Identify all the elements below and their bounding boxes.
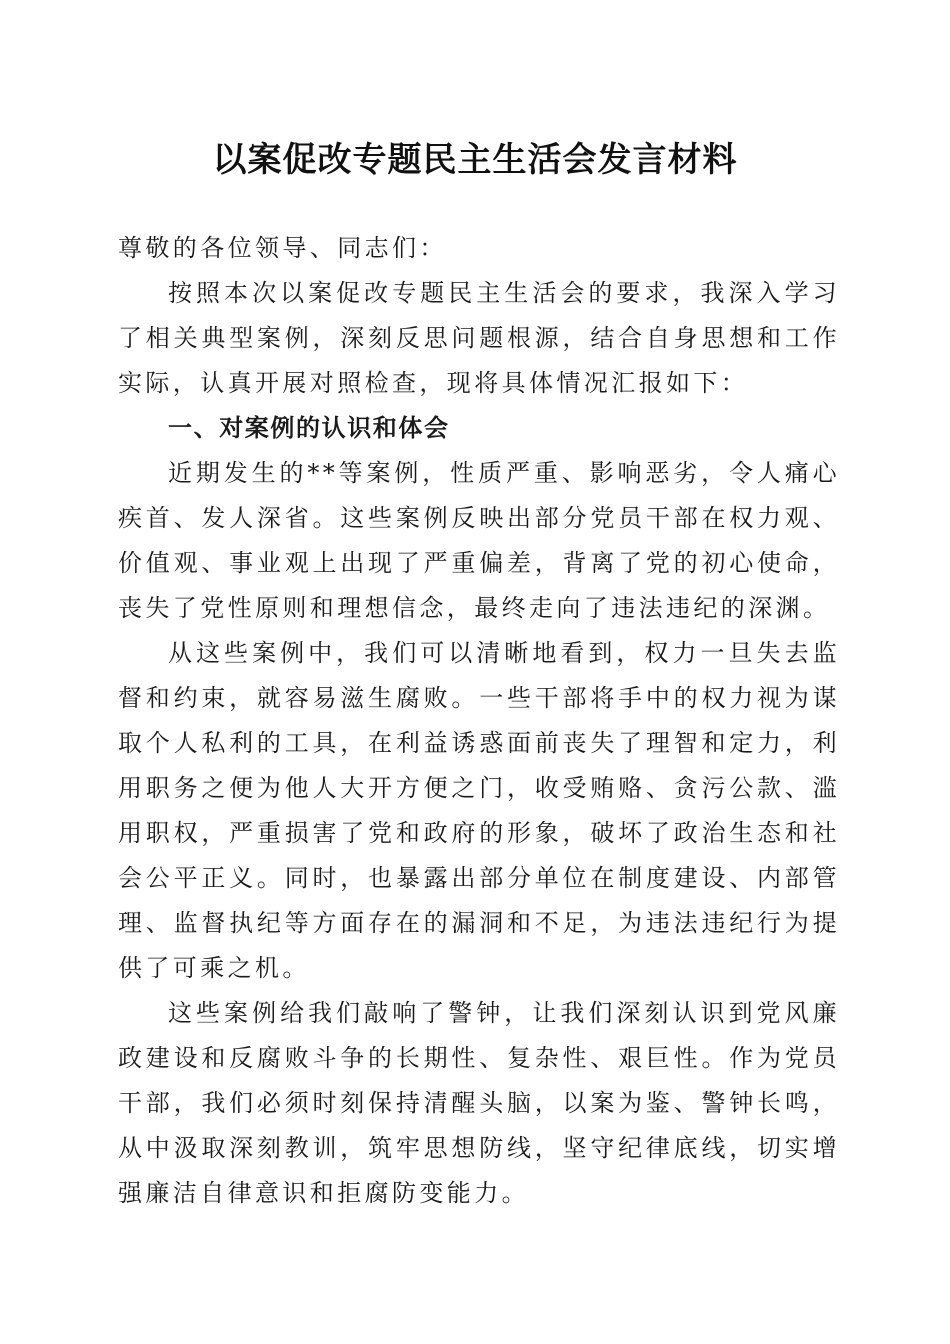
intro-paragraph: 按照本次以案促改专题民主生活会的要求，我深入学习了相关典型案例，深刻反思问题根源，结合自身思想和工作实际，认真开展对照检查，现将具体情况汇报如下： <box>118 279 840 397</box>
document-title: 以案促改专题民主生活会发言材料 <box>212 140 738 180</box>
body-paragraph: 这些案例给我们敲响了警钟，让我们深刻认识到党风廉政建设和反腐败斗争的长期性、复杂性、艰巨性。作为党员干部，我们必须时刻保持清醒头脑，以案为鉴、警钟长鸣，从中汲取深刻教训，筑牢思想防线，坚守纪律底线，切实增强廉洁自律意识和拒腐防变能力。 <box>118 999 840 1207</box>
body-paragraph: 从这些案例中，我们可以清晰地看到，权力一旦失去监督和约束，就容易滋生腐败。一些干部将手中的权力视为谋取个人私利的工具，在利益诱惑面前丧失了理智和定力，利用职务之便为他人大开方便之门，收受贿赂、贪污公款、滥用职权，严重损害了党和政府的形象，破坏了政治生态和社会公平正义。同时，也暴露出部分单位在制度建设、内部管理、监督执纪等方面存在的漏洞和不足，为违法违纪行为提供了可乘之机。 <box>118 639 840 982</box>
section-heading: 一、对案例的认识和体会 <box>168 414 450 442</box>
salutation: 尊敬的各位领导、同志们： <box>118 234 447 262</box>
document-body <box>118 226 840 1216</box>
body-paragraph: 近期发生的**等案例，性质严重、影响恶劣，令人痛心疾首、发人深省。这些案例反映出部分党员干部在权力观、价值观、事业观上出现了严重偏差，背离了党的初心使命，丧失了党性原则和理想信念，最终走向了违法违纪的深渊。 <box>118 459 840 622</box>
